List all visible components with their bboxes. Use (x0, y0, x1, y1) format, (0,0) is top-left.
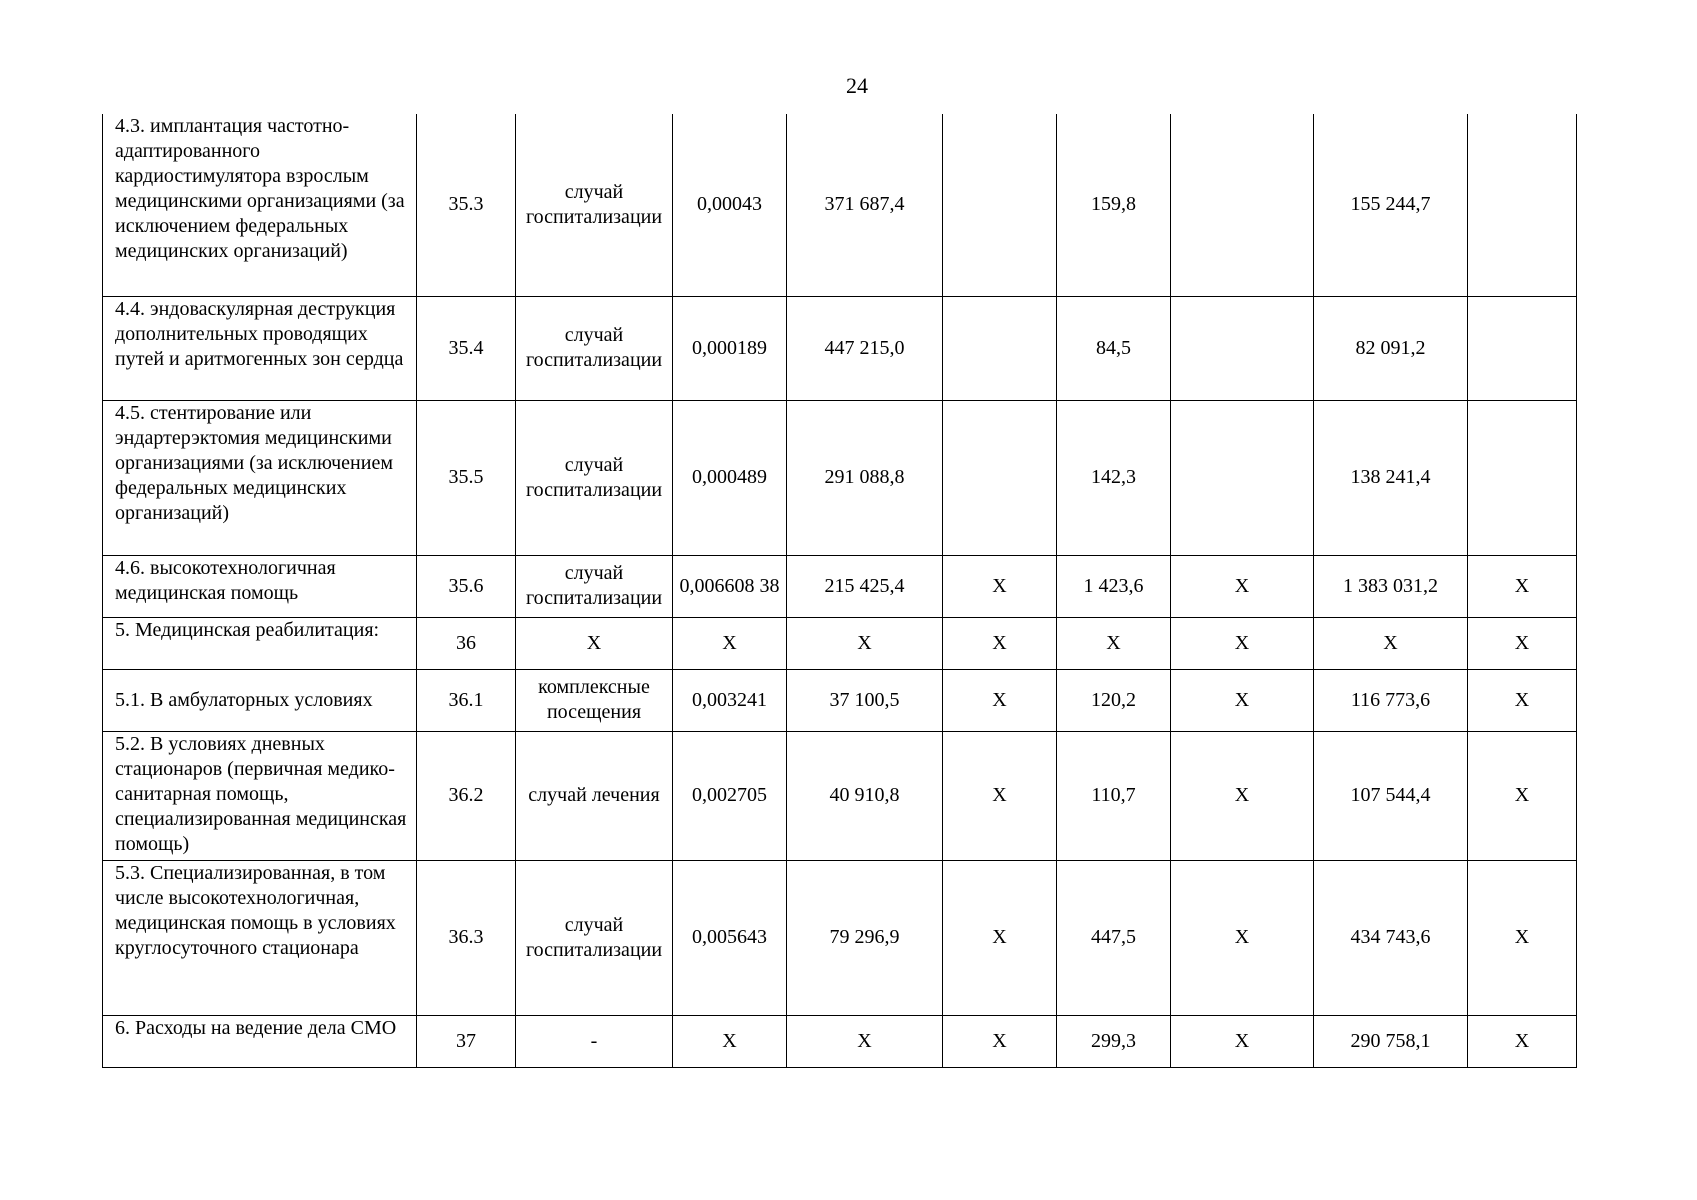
row-unit-cell: - (516, 1015, 673, 1067)
row-unit-cell: случай госпитализации (516, 400, 673, 555)
row-col10-cell (1468, 114, 1577, 296)
row-col9-cell: 82 091,2 (1314, 296, 1468, 400)
row-col7-cell: 1 423,6 (1057, 555, 1171, 617)
row-unit-cell: комплексные посещения (516, 669, 673, 731)
table-row (103, 114, 1577, 296)
row-col9-cell: 1 383 031,2 (1314, 555, 1468, 617)
row-col9-cell: 116 773,6 (1314, 669, 1468, 731)
row-col6-cell: X (943, 669, 1057, 731)
row-cost-cell: 215 425,4 (787, 555, 943, 617)
row-code-cell: 35.4 (417, 296, 516, 400)
row-col8-cell: X (1171, 1015, 1314, 1067)
row-col6-cell (943, 114, 1057, 296)
table-row (103, 617, 1577, 669)
row-rate-cell: 0,006608 38 (673, 555, 787, 617)
row-col10-cell (1468, 400, 1577, 555)
row-code-cell: 36.2 (417, 731, 516, 860)
row-col6-cell: X (943, 555, 1057, 617)
row-col6-cell (943, 400, 1057, 555)
row-code-cell: 36 (417, 617, 516, 669)
row-col9-cell: 434 743,6 (1314, 860, 1468, 1015)
row-col6-cell: X (943, 617, 1057, 669)
table-row (103, 555, 1577, 617)
row-col7-cell: X (1057, 617, 1171, 669)
row-col10-cell: X (1468, 1015, 1577, 1067)
row-col10-cell: X (1468, 617, 1577, 669)
row-name-cell: 5.3. Специализированная, в том числе высокотехнологичная, медицинская помощь в условиях круглосуточного стационара (103, 860, 417, 1015)
row-rate-cell: 0,00043 (673, 114, 787, 296)
row-rate-cell: 0,003241 (673, 669, 787, 731)
table-row (103, 296, 1577, 400)
row-col8-cell: X (1171, 555, 1314, 617)
row-col8-cell: X (1171, 617, 1314, 669)
row-code-cell: 35.6 (417, 555, 516, 617)
row-col8-cell (1171, 114, 1314, 296)
row-col9-cell: 290 758,1 (1314, 1015, 1468, 1067)
row-col6-cell (943, 296, 1057, 400)
row-col6-cell: X (943, 731, 1057, 860)
row-unit-cell: случай госпитализации (516, 114, 673, 296)
row-col10-cell: X (1468, 555, 1577, 617)
table-row (103, 731, 1577, 860)
table-row (103, 669, 1577, 731)
row-rate-cell: 0,005643 (673, 860, 787, 1015)
row-rate-cell: X (673, 617, 787, 669)
row-unit-cell: случай лечения (516, 731, 673, 860)
row-rate-cell: 0,002705 (673, 731, 787, 860)
table-row (103, 400, 1577, 555)
row-cost-cell: 447 215,0 (787, 296, 943, 400)
row-code-cell: 36.1 (417, 669, 516, 731)
row-name-cell: 6. Расходы на ведение дела СМО (103, 1015, 417, 1067)
row-col6-cell: X (943, 860, 1057, 1015)
row-col9-cell: 155 244,7 (1314, 114, 1468, 296)
row-col9-cell: 138 241,4 (1314, 400, 1468, 555)
row-code-cell: 35.3 (417, 114, 516, 296)
row-col7-cell: 299,3 (1057, 1015, 1171, 1067)
row-cost-cell: 37 100,5 (787, 669, 943, 731)
row-col8-cell: X (1171, 731, 1314, 860)
row-col8-cell (1171, 296, 1314, 400)
row-unit-cell: случай госпитализации (516, 296, 673, 400)
row-rate-cell: X (673, 1015, 787, 1067)
row-col7-cell: 142,3 (1057, 400, 1171, 555)
row-col8-cell: X (1171, 860, 1314, 1015)
row-name-cell: 4.6. высокотехнологичная медицинская помощь (103, 555, 417, 617)
row-name-cell: 4.5. стентирование или эндартерэктомия медицинскими организациями (за исключением федеральных медицинских организаций) (103, 400, 417, 555)
row-cost-cell: 40 910,8 (787, 731, 943, 860)
row-col9-cell: X (1314, 617, 1468, 669)
row-col7-cell: 84,5 (1057, 296, 1171, 400)
row-col10-cell: X (1468, 731, 1577, 860)
row-col10-cell (1468, 296, 1577, 400)
row-name-cell: 4.3. имплантация частотно-адаптированного кардиостимулятора взрослым медицинскими организациями (за исключением федеральных медицинских организаций) (103, 114, 417, 296)
row-col7-cell: 159,8 (1057, 114, 1171, 296)
row-unit-cell: случай госпитализации (516, 555, 673, 617)
row-unit-cell: X (516, 617, 673, 669)
row-name-cell: 5. Медицинская реабилитация: (103, 617, 417, 669)
row-col10-cell: X (1468, 669, 1577, 731)
row-code-cell: 35.5 (417, 400, 516, 555)
row-rate-cell: 0,000189 (673, 296, 787, 400)
row-cost-cell: 371 687,4 (787, 114, 943, 296)
row-col7-cell: 110,7 (1057, 731, 1171, 860)
financing-table (102, 114, 1577, 1068)
row-unit-cell: случай госпитализации (516, 860, 673, 1015)
row-code-cell: 37 (417, 1015, 516, 1067)
row-name-cell: 4.4. эндоваскулярная деструкция дополнительных проводящих путей и аритмогенных зон сердца (103, 296, 417, 400)
row-name-cell: 5.2. В условиях дневных стационаров (первичная медико-санитарная помощь, специализированная медицинская помощь) (103, 731, 417, 860)
page-number: 24 (846, 73, 868, 98)
row-name-cell: 5.1. В амбулаторных условиях (103, 669, 417, 731)
row-col10-cell: X (1468, 860, 1577, 1015)
table-row (103, 860, 1577, 1015)
row-cost-cell: X (787, 1015, 943, 1067)
row-col8-cell (1171, 400, 1314, 555)
row-cost-cell: 79 296,9 (787, 860, 943, 1015)
row-col9-cell: 107 544,4 (1314, 731, 1468, 860)
row-rate-cell: 0,000489 (673, 400, 787, 555)
row-col7-cell: 447,5 (1057, 860, 1171, 1015)
row-code-cell: 36.3 (417, 860, 516, 1015)
row-cost-cell: 291 088,8 (787, 400, 943, 555)
row-cost-cell: X (787, 617, 943, 669)
table-row (103, 1015, 1577, 1067)
row-col8-cell: X (1171, 669, 1314, 731)
row-col6-cell: X (943, 1015, 1057, 1067)
row-col7-cell: 120,2 (1057, 669, 1171, 731)
